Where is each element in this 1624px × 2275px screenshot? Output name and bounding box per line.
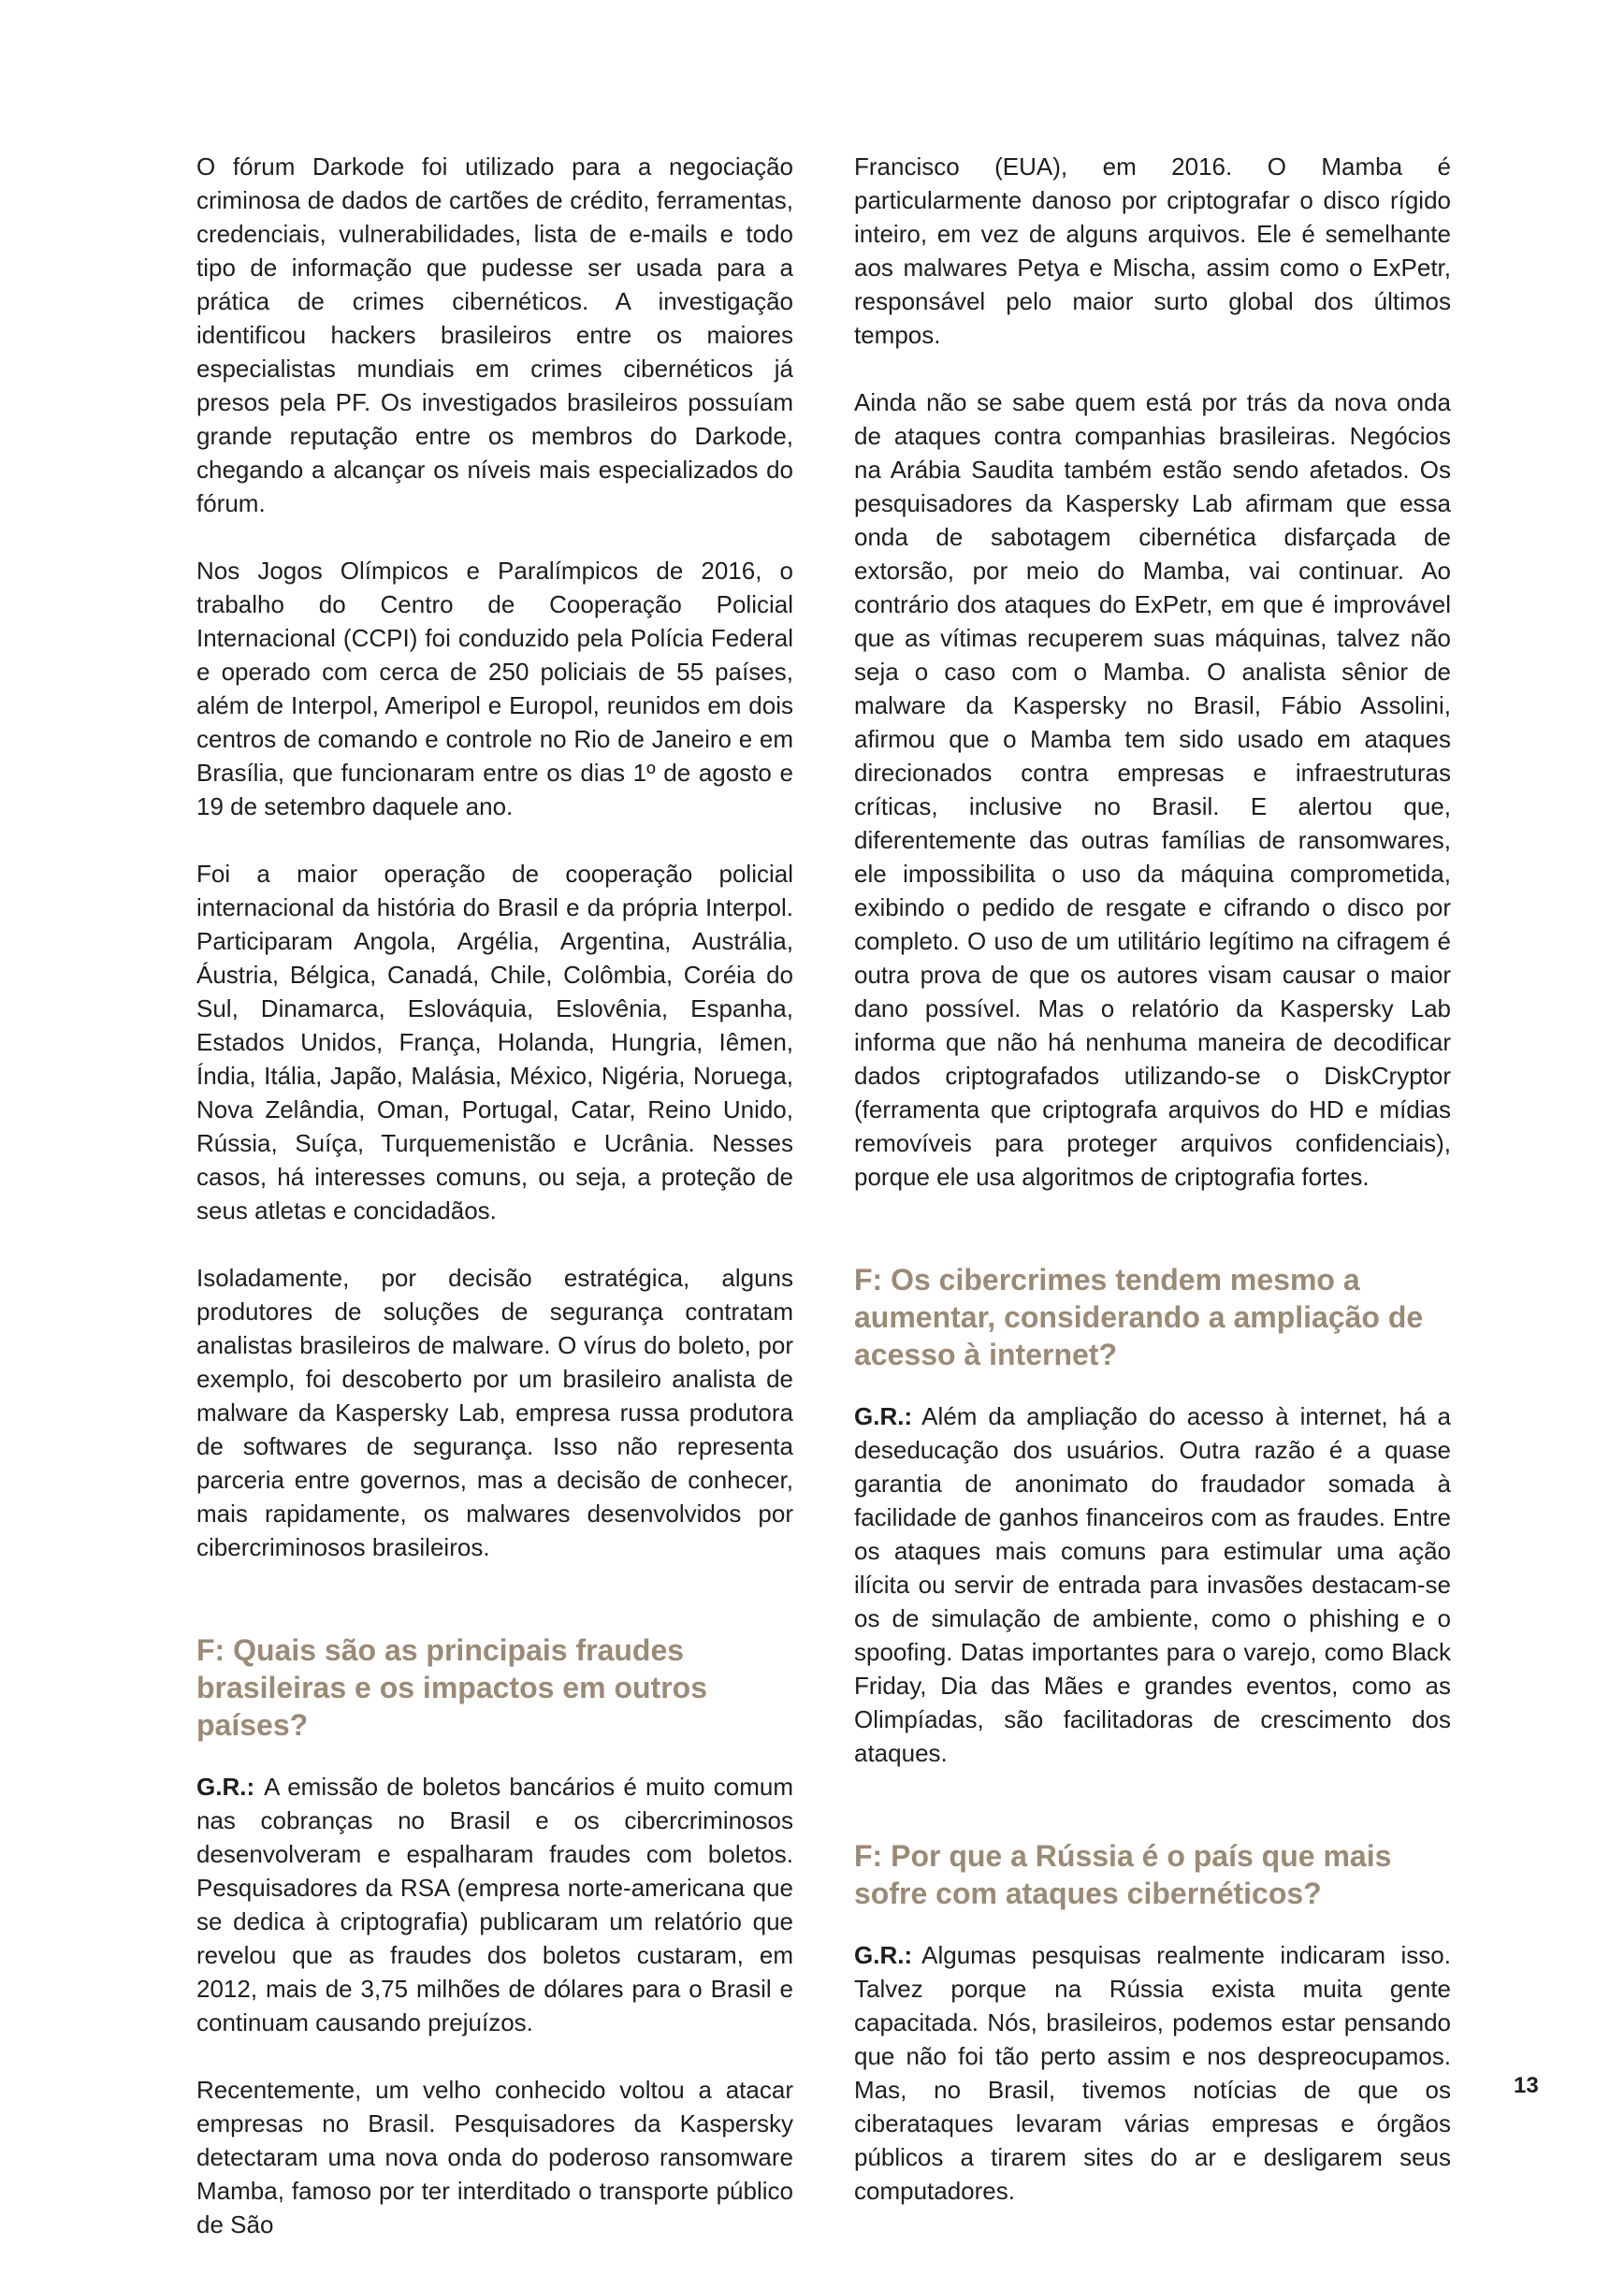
right-column <box>854 150 1451 2241</box>
answer-text: Algumas pesquisas realmente indicaram isso. Talvez porque na Rússia exista muita gente capacitada. Nós, brasileiros, podemos estar pensando que não foi tão perto assim e nos despreocupamos. Mas, no Brasil, tivemos notícias de que os ciberataques levaram várias empresas e órgãos públicos a tirarem sites do ar e desligarem seus computadores. <box>854 1941 1451 2205</box>
answer-label: G.R.: <box>854 1402 913 1430</box>
answer-text: Além da ampliação do acesso à internet, há a deseducação dos usuários. Outra razão é a quase garantia de anonimato do fraudador somada à facilidade de ganhos financeiros com as fraudes. Entre os ataques mais comuns para estimular uma ação ilícita ou servir de entrada para invasões destacam-se os de simulação de ambiente, como o phishing e o spoofing. Datas importantes para o varejo, como Black Friday, Dia das Mães e grandes eventos, como as Olimpíadas, são facilitadoras de crescimento dos ataques. <box>854 1402 1451 1767</box>
answer-russia <box>854 1938 1451 2208</box>
question-internet: F: Os cibercrimes tendem mesmo a aumentar, considerando a ampliação de acesso à internet? <box>854 1263 1424 1371</box>
section-spacer <box>854 1227 1451 1261</box>
answer-internet <box>854 1399 1451 1770</box>
question-russia: F: Por que a Rússia é o país que mais sofre com ataques cibernéticos? <box>854 1839 1392 1910</box>
section-spacer <box>196 1598 793 1631</box>
left-column <box>196 150 793 2275</box>
paragraph-attacks: Ainda não se sabe quem está por trás da nova onda de ataques contra companhias brasileiras. Negócios na Arábia Saudita também estão sendo afetados. Os pesquisadores da Kaspersky Lab afirmam que essa onda de sabotagem cibernética disfarçada de extorsão, por meio do Mamba, vai continuar. Ao contrário dos ataques do ExPetr, em que é improvável que as vítimas recuperem suas máquinas, talvez não seja o caso com o Mamba. O analista sênior de malware da Kaspersky no Brasil, Fábio Assolini, afirmou que o Mamba tem sido usado em ataques direcionados contra empresas e infraestruturas críticas, inclusive no Brasil. E alertou que, diferentemente das outras famílias de ransomwares, ele impossibilita o uso da máquina comprometida, exibindo o pedido de resgate e cifrando o disco por completo. O uso de um utilitário legítimo na cifragem é outra prova de que os autores visam causar o maior dano possível. Mas o relatório da Kaspersky Lab informa que não há nenhuma maneira de decodificar dados criptografados utilizando-se o DiskCryptor (ferramenta que criptografa arquivos do HD e mídias removíveis para proteger arquivos confidenciais), porque ele usa algoritmos de criptografia fortes. <box>854 388 1451 1191</box>
question-fraudes: F: Quais são as principais fraudes brasileiras e os impactos em outros países? <box>196 1633 707 1742</box>
paragraph-security-vendors: Isoladamente, por decisão estratégica, alguns produtores de soluções de segurança contratam analistas brasileiros de malware. O vírus do boleto, por exemplo, foi descoberto por um brasileiro analista de malware da Kaspersky Lab, empresa russa produtora de softwares de segurança. Isso não representa parceria entre governos, mas a decisão de conhecer, mais rapidamente, os malwares desenvolvidos por cibercriminosos brasileiros. <box>196 1264 793 1561</box>
answer-fraudes <box>196 1770 793 2039</box>
paragraph-mamba-continued: Francisco (EUA), em 2016. O Mamba é particularmente danoso por criptografar o disco rígido inteiro, em vez de alguns arquivos. Ele é semelhante aos malwares Petya e Mischa, assim como o ExPetr, responsável pelo maior surto global dos últimos tempos. <box>854 152 1451 349</box>
page-number: 13 <box>1514 2073 1539 2098</box>
paragraph-cooperation: Foi a maior operação de cooperação policial internacional da história do Brasil e da própria Interpol. Participaram Angola, Argélia, Argentina, Austrália, Áustria, Bélgica, Canadá, Chile, Colômbia, Coréia do Sul, Dinamarca, Eslováquia, Eslovênia, Espanha, Estados Unidos, França, Holanda, Hungria, Iêmen, Índia, Itália, Japão, Malásia, México, Nigéria, Noruega, Nova Zelândia, Oman, Portugal, Catar, Reino Unido, Rússia, Suíça, Turquemenistão e Ucrânia. Nesses casos, há interesses comuns, ou seja, a proteção de seus atletas e concidadãos. <box>196 860 793 1224</box>
paragraph-darkode: O fórum Darkode foi utilizado para a negociação criminosa de dados de cartões de crédito, ferramentas, credenciais, vulnerabilidades, lista de e-mails e todo tipo de informação que pudesse ser usada para a prática de crimes cibernéticos. A investigação identificou hackers brasileiros entre os maiores especialistas mundiais em crimes cibernéticos já presos pela PF. Os investigados brasileiros possuíam grande reputação entre os membros do Darkode, chegando a alcançar os níveis mais especializados do fórum. <box>196 152 793 517</box>
answer-label: G.R.: <box>196 1773 255 1801</box>
section-spacer <box>854 1804 1451 1837</box>
answer-text: A emissão de boletos bancários é muito comum nas cobranças no Brasil e os cibercriminosos desenvolveram e espalharam fraudes com boletos. Pesquisadores da RSA (empresa norte-americana que se dedica à criptografia) publicaram um relatório que revelou que as fraudes dos boletos custaram, em 2012, mais de 3,75 milhões de dólares para o Brasil e continuam causando prejuízos. <box>196 1773 793 2036</box>
paragraph-mamba: Recentemente, um velho conhecido voltou a atacar empresas no Brasil. Pesquisadores da Kaspersky detectaram uma nova onda do poderoso ransomware Mamba, famoso por ter interditado o transporte público de São <box>196 2076 793 2239</box>
answer-label: G.R.: <box>854 1941 913 1969</box>
paragraph-olympics: Nos Jogos Olímpicos e Paralímpicos de 2016, o trabalho do Centro de Cooperação Policial Internacional (CCPI) foi conduzido pela Polícia Federal e operado com cerca de 250 policiais de 55 países, além de Interpol, Ameripol e Europol, reunidos em dois centros de comando e controle no Rio de Janeiro e em Brasília, que funcionaram entre os dias 1º de agosto e 19 de setembro daquele ano. <box>196 557 793 820</box>
